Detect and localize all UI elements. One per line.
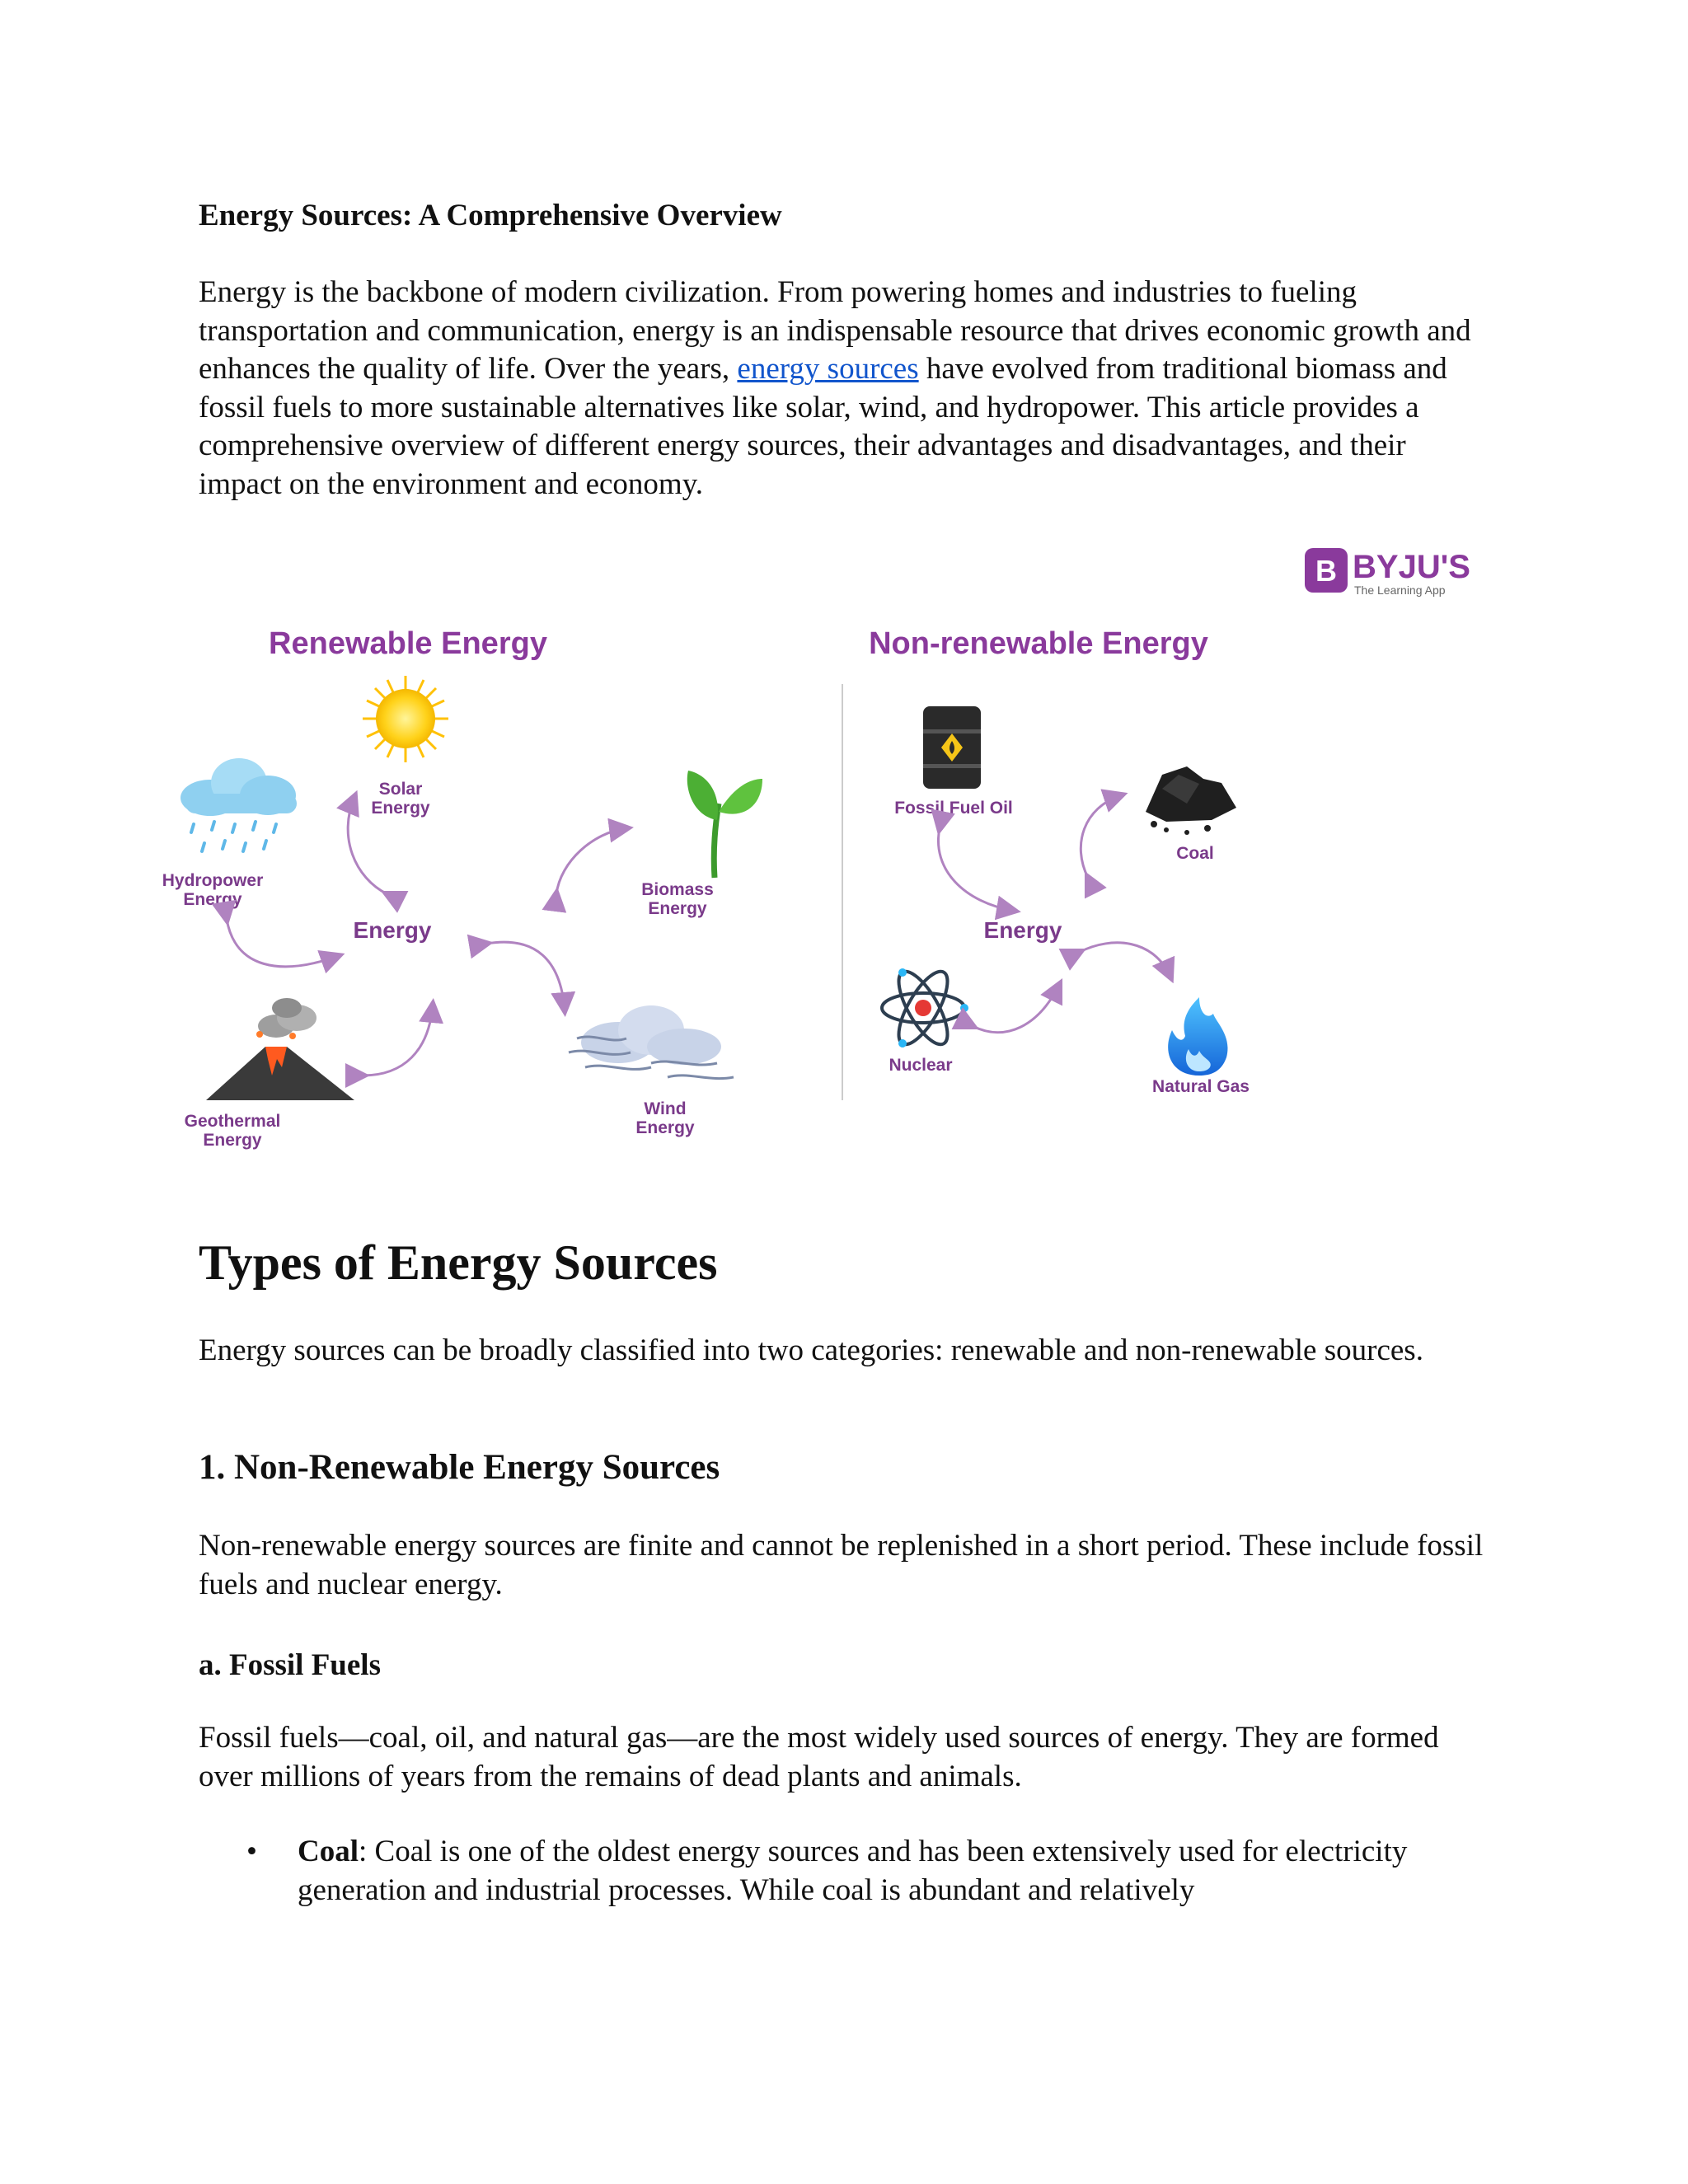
document-title: Energy Sources: A Comprehensive Overview (199, 199, 782, 232)
nonrenewable-title: Non-renewable Energy (869, 626, 1208, 661)
coal-icon (1146, 766, 1236, 835)
bullet-point: • (246, 1835, 257, 1868)
bullet-list (199, 1833, 1484, 1910)
renewable-center-label: Energy (353, 917, 432, 943)
gas-label: Natural Gas (1152, 1077, 1250, 1096)
types-paragraph: Energy sources can be broadly classified into two categories: renewable and non-renewable sources. (199, 1333, 1423, 1367)
energy-types-figure (91, 532, 1484, 1174)
wind-label-line2: Energy (635, 1118, 695, 1137)
non-renewable-heading: 1. Non-Renewable Energy Sources (199, 1448, 720, 1487)
non-renewable-paragraph: Non-renewable energy sources are finite and cannot be replenished in a short period. These include fossil fuels and nuclear energy. (199, 1529, 1484, 1601)
biomass-label-line2: Energy (648, 899, 707, 918)
nuclear-label: Nuclear (889, 1056, 953, 1075)
fossil-fuels-heading: a. Fossil Fuels (199, 1648, 381, 1682)
fossil-fuels-paragraph: Fossil fuels—coal, oil, and natural gas—are the most widely used sources of energy. They are formed over millions of years from the remains of dead plants and animals. (199, 1721, 1439, 1793)
wind-icon (569, 1005, 734, 1079)
geothermal-label-line2: Energy (203, 1131, 262, 1150)
hydro-label-line2: Energy (183, 890, 242, 909)
intro-text-before-link: Energy is the backbone of modern civilization. From powering homes and industries to fueling transportation and communication, energy is an indispensable resource that drives economic growth and enhances the quality of life. Over the years, (199, 275, 1471, 386)
nonrenewable-arrows (938, 795, 1170, 1033)
sun-icon (363, 676, 448, 762)
plant-icon (687, 771, 762, 878)
byjus-logo (1305, 548, 1470, 597)
byjus-tagline: The Learning App (1354, 583, 1446, 597)
bullet-term: Coal (298, 1835, 359, 1868)
solar-label-line2: Energy (371, 799, 430, 818)
solar-label-line1: Solar (378, 780, 423, 799)
energy-sources-link[interactable]: energy sources (737, 352, 919, 386)
byjus-logo-letter: B (1315, 554, 1337, 588)
hydro-label-line1: Hydropower (162, 871, 264, 890)
list-item (199, 1833, 1484, 1910)
wind-label-line1: Wind (644, 1099, 687, 1118)
coal-label: Coal (1176, 844, 1214, 863)
types-of-energy-heading: Types of Energy Sources (199, 1235, 718, 1290)
intro-paragraph (199, 274, 1484, 504)
renewable-title: Renewable Energy (269, 626, 547, 661)
gas-flame-icon (1168, 997, 1227, 1076)
byjus-brand-name: BYJU'S (1353, 549, 1470, 585)
intro-text-after-link: have evolved from traditional biomass and fossil fuels to more sustainable alternatives like solar, wind, and hydropower. This article provides a comprehensive overview of different energy sources, their advantages and disadvantages, and their impact on the environment and economy. (199, 352, 1447, 501)
oil-barrel-icon (923, 706, 981, 789)
geothermal-label-line1: Geothermal (184, 1112, 281, 1131)
biomass-label-line1: Biomass (641, 880, 714, 899)
oil-label: Fossil Fuel Oil (894, 799, 1013, 818)
volcano-icon (206, 998, 354, 1100)
atom-icon (882, 965, 968, 1052)
bullet-text: : Coal is one of the oldest energy sources and has been extensively used for electricity generation and industrial processes. While coal is abundant and relatively (298, 1835, 1408, 1907)
nonrenewable-center-label: Energy (983, 917, 1062, 943)
rain-cloud-icon (181, 758, 297, 851)
